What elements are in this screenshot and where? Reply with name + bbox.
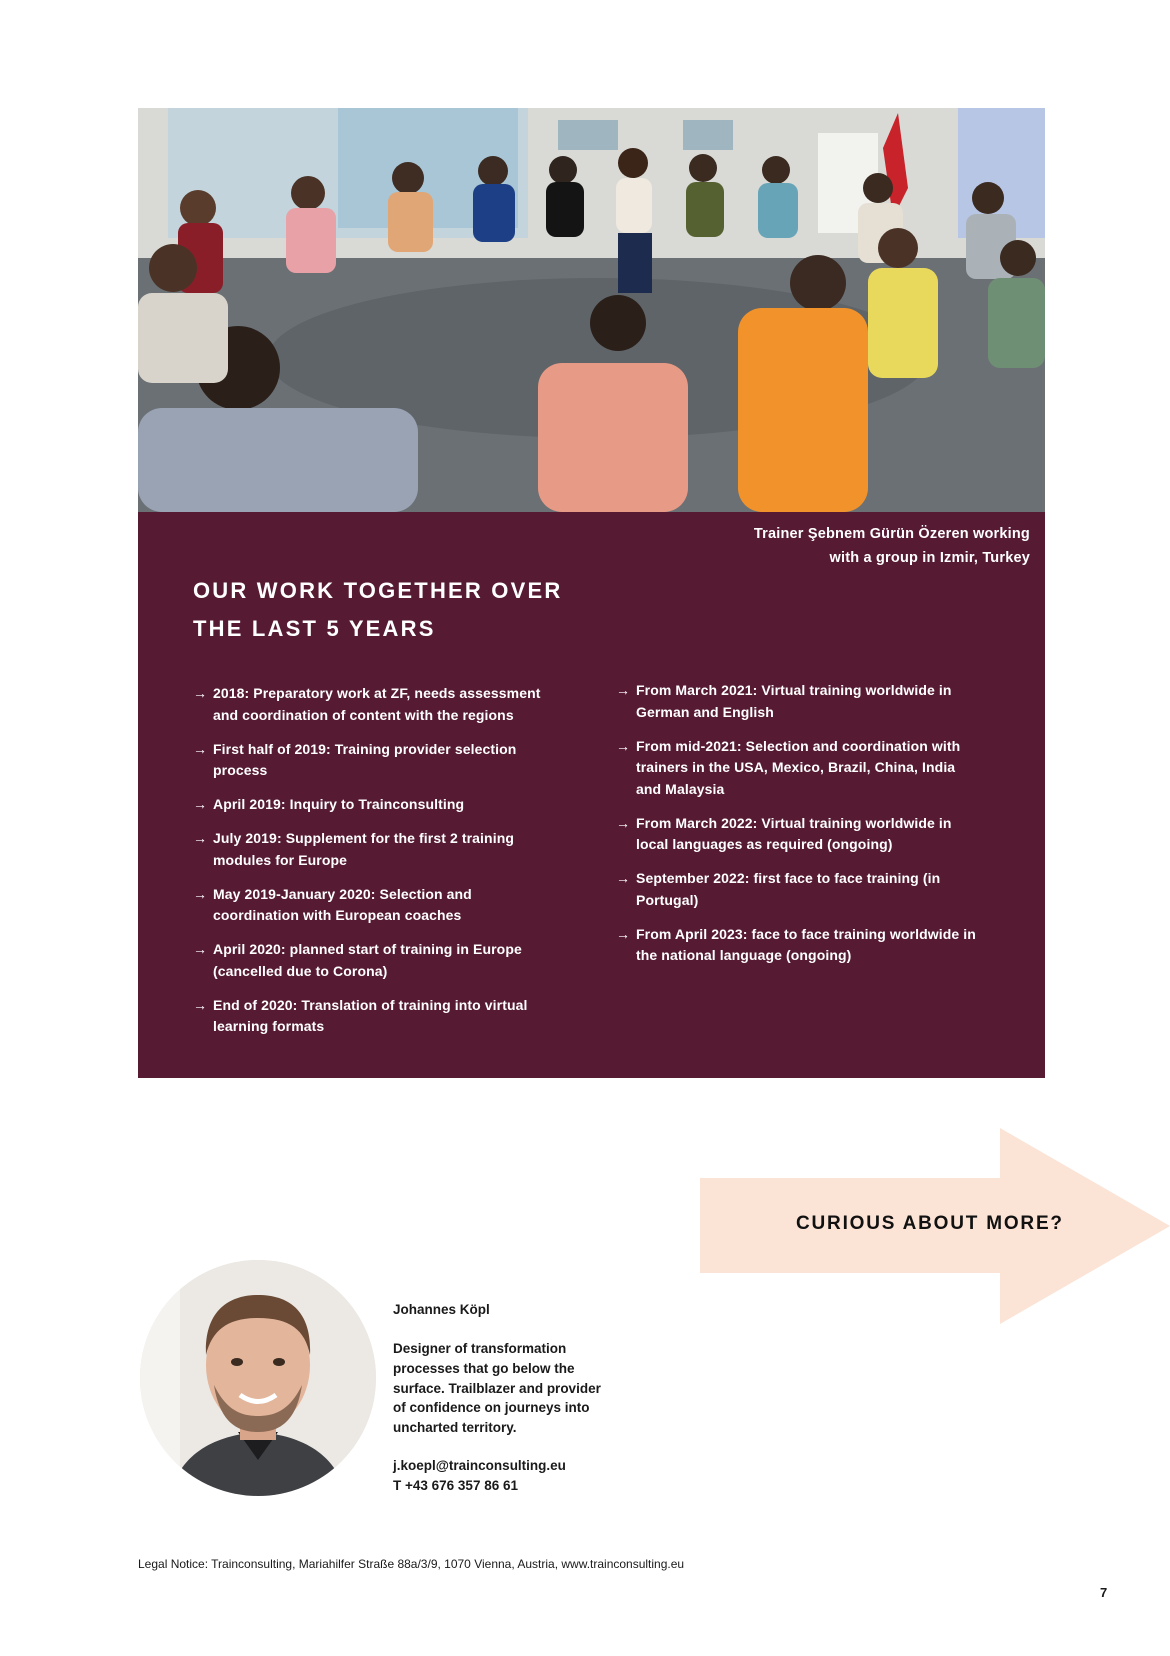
list-item-text: End of 2020: Translation of training into virtual learning formats: [213, 996, 528, 1034]
contact-bio: Designer of transformation processes that go below the surface. Trailblazer and provider of confidence on journeys into uncharted territory.: [393, 1341, 601, 1436]
arrow-right-icon: →: [616, 870, 631, 886]
section-heading: [193, 572, 613, 648]
phone-number: T +43 676 357 86 61: [393, 1477, 518, 1493]
arrow-right-icon: →: [193, 941, 208, 957]
list-item: [616, 868, 981, 911]
list-item: [193, 995, 558, 1038]
list-item: [616, 813, 981, 856]
arrow-right-icon: →: [193, 996, 208, 1013]
group-training-photo: [138, 108, 1045, 512]
heading-line-1: OUR WORK TOGETHER OVER: [193, 578, 563, 603]
arrow-right-icon: →: [616, 682, 631, 698]
email-link[interactable]: j.koepl@trainconsulting.eu: [393, 1457, 566, 1473]
list-item: [616, 924, 981, 967]
caption-line-1: Trainer Şebnem Gürün Özeren working: [753, 526, 1030, 542]
arrow-right-icon: →: [616, 925, 631, 942]
list-item-text: April 2020: planned start of training in Europe (cancelled due to Corona): [213, 941, 522, 979]
list-item: [193, 683, 558, 726]
heading-line-2: THE LAST 5 YEARS: [193, 616, 436, 641]
avatar: [140, 1260, 376, 1496]
list-item: [193, 828, 558, 871]
arrow-right-icon: →: [193, 885, 208, 902]
list-item-text: From April 2023: face to face training worldwide in the national language (ongoing): [636, 925, 976, 963]
arrow-right-icon: →: [193, 796, 208, 812]
timeline-list-right: [616, 680, 981, 979]
list-item-text: September 2022: first face to face training (in Portugal): [636, 870, 941, 908]
contact-card: [393, 1300, 603, 1496]
list-item-text: April 2019: Inquiry to Trainconsulting: [213, 796, 465, 812]
page-number: 7: [1100, 1585, 1108, 1600]
photo-caption: [754, 522, 1030, 570]
list-item-text: From March 2021: Virtual training worldwide in German and English: [636, 682, 952, 720]
training-room-illustration: [138, 108, 1045, 512]
curious-about-more-banner[interactable]: [700, 1128, 1170, 1324]
legal-notice: Legal Notice: Trainconsulting, Mariahilfer Straße 88a/3/9, 1070 Vienna, Austria, www.trainconsulting.eu: [138, 1557, 685, 1571]
list-item-text: From mid-2021: Selection and coordination with trainers in the USA, Mexico, Brazil, China, India and Malaysia: [636, 737, 961, 797]
cta-label: CURIOUS ABOUT MORE?: [796, 1213, 1064, 1234]
list-item: [193, 794, 558, 816]
contact-name: Johannes Köpl: [393, 1302, 490, 1317]
caption-line-2: with a group in Izmir, Turkey: [829, 550, 1030, 566]
contact-details: [393, 1456, 603, 1496]
list-item-text: 2018: Preparatory work at ZF, needs assessment and coordination of content with the regions: [213, 685, 541, 723]
list-item: [193, 739, 558, 782]
list-item-text: July 2019: Supplement for the first 2 training modules for Europe: [213, 830, 514, 868]
list-item-text: May 2019-January 2020: Selection and coordination with European coaches: [213, 885, 472, 923]
list-item: [616, 736, 981, 801]
list-item-text: First half of 2019: Training provider selection process: [213, 740, 517, 778]
timeline-panel: [138, 512, 1045, 1078]
arrow-right-icon: →: [193, 685, 208, 701]
timeline-list-left: [193, 683, 558, 1050]
arrow-right-icon: →: [193, 830, 208, 846]
arrow-right-icon: →: [193, 740, 208, 757]
portrait-illustration: [140, 1260, 376, 1496]
arrow-right-icon: →: [616, 737, 631, 754]
arrow-right-icon: →: [616, 814, 631, 831]
list-item: [616, 680, 981, 723]
list-item: [193, 939, 558, 982]
list-item-text: From March 2022: Virtual training worldwide in local languages as required (ongoing): [636, 814, 952, 852]
list-item: [193, 884, 558, 927]
